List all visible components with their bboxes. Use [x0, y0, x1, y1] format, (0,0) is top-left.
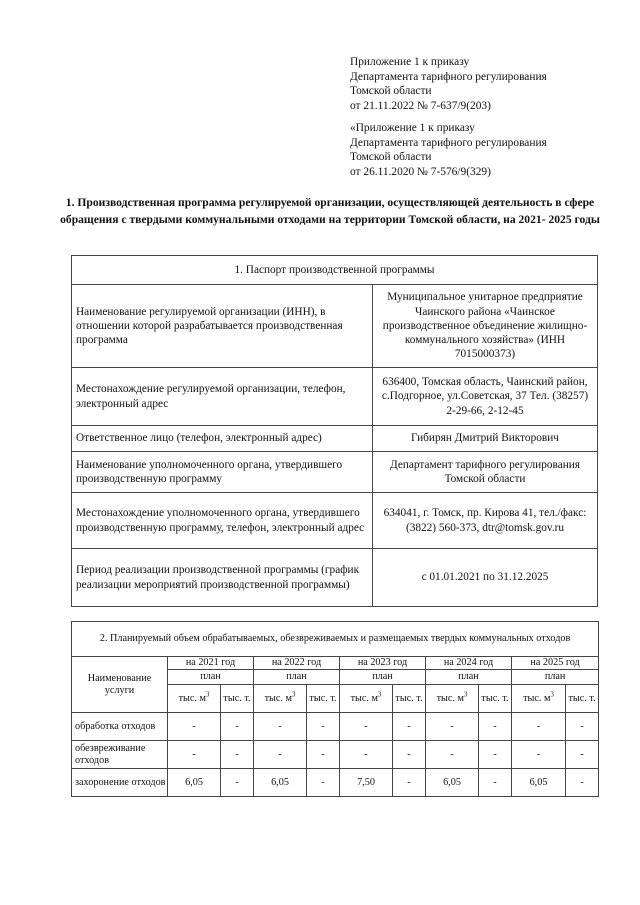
unit-label: тыс. м [436, 692, 464, 704]
unit-t-header: тыс. т. [566, 685, 599, 713]
unit-superscript: 3 [205, 690, 210, 699]
unit-t-header: тыс. т. [479, 685, 512, 713]
unit-label: тыс. м [523, 692, 551, 704]
unit-t-header: тыс. т. [221, 685, 254, 713]
table-row [72, 741, 599, 769]
passport-value: Департамент тарифного регулирования Томской области [373, 452, 598, 493]
value-cell: 6,05 [254, 769, 307, 797]
value-cell: - [426, 713, 479, 741]
appendix-line: «Приложение 1 к приказу [350, 122, 475, 134]
value-cell: - [221, 769, 254, 797]
table-row [72, 769, 599, 797]
passport-label: Ответственное лицо (телефон, электронный адрес) [72, 426, 373, 452]
year-header: на 2021 год [168, 657, 254, 670]
passport-label: Наименование уполномоченного органа, утвердившего производственную программу [72, 452, 373, 493]
passport-label: Наименование регулируемой организации (ИНН), в отношении которой разрабатывается производственная программа [72, 285, 373, 368]
unit-label: тыс. м [178, 692, 206, 704]
appendix-note-original [350, 121, 547, 179]
unit-m3-header [340, 685, 393, 713]
passport-value: с 01.01.2021 по 31.12.2025 [373, 549, 598, 607]
value-cell: - [307, 769, 340, 797]
value-cell: - [168, 741, 221, 769]
unit-superscript: 3 [291, 690, 296, 699]
value-cell: - [221, 713, 254, 741]
value-cell: - [566, 769, 599, 797]
unit-superscript: 3 [550, 690, 554, 699]
passport-label: Местонахождение уполномоченного органа, утвердившего производственную программу, телефон, электронный адрес [72, 493, 373, 549]
value-cell: - [254, 713, 307, 741]
unit-m3-header [426, 685, 479, 713]
plan-header: план [512, 670, 599, 685]
value-cell: - [479, 741, 512, 769]
appendix-line: от 21.11.2022 № 7-637/9(203) [350, 99, 491, 112]
unit-superscript: 3 [377, 690, 382, 699]
volume-title: 2. Планируемый объем обрабатываемых, обезвреживаемых и размещаемых твердых коммунальных отходов [72, 622, 599, 657]
value-cell: - [566, 741, 599, 769]
plan-header: план [426, 670, 512, 685]
value-cell: - [254, 741, 307, 769]
value-cell: - [221, 741, 254, 769]
table-row [72, 713, 599, 741]
value-cell: - [566, 713, 599, 741]
value-cell: - [512, 713, 566, 741]
plan-header: план [254, 670, 340, 685]
unit-label: тыс. м [264, 692, 292, 704]
value-cell: - [479, 713, 512, 741]
value-cell: - [426, 741, 479, 769]
appendix-line: Томской области [350, 85, 432, 98]
passport-value: 634041, г. Томск, пр. Кирова 41, тел./факс: (3822) 560-373, dtr@tomsk.gov.ru [373, 493, 598, 549]
passport-value: Гибирян Дмитрий Викторович [373, 426, 598, 452]
unit-label: тыс. м [350, 692, 378, 704]
passport-table [71, 255, 598, 607]
appendix-line: от 26.11.2020 № 7-576/9(329) [350, 165, 491, 178]
value-cell: - [307, 713, 340, 741]
unit-t-header: тыс. т. [307, 685, 340, 713]
unit-m3-header [512, 685, 566, 713]
value-cell: - [307, 741, 340, 769]
value-cell: - [340, 713, 393, 741]
value-cell: - [393, 713, 426, 741]
unit-m3-header [254, 685, 307, 713]
document-heading: 1. Производственная программа регулируемой организации, осуществляющей деятельность в сфере обращения с твердыми коммунальными отходами на территории Томской области, на 2021- 2025 годы [60, 196, 600, 226]
appendix-line: Департамента тарифного регулирования [350, 136, 547, 149]
value-cell: - [393, 741, 426, 769]
passport-title: 1. Паспорт производственной программы [72, 256, 598, 285]
appendix-line: Томской области [350, 151, 432, 164]
value-cell: 6,05 [512, 769, 566, 797]
value-cell: - [479, 769, 512, 797]
year-header: на 2022 год [254, 657, 340, 670]
unit-m3-header [168, 685, 221, 713]
service-name: захоронение отходов [72, 769, 168, 797]
value-cell: 6,05 [168, 769, 221, 797]
unit-t-header: тыс. т. [393, 685, 426, 713]
service-name: обезвреживание отходов [72, 741, 168, 769]
passport-label: Местонахождение регулируемой организации, телефон, электронный адрес [72, 368, 373, 426]
plan-header: план [168, 670, 254, 685]
value-cell: 6,05 [426, 769, 479, 797]
value-cell: - [393, 769, 426, 797]
plan-header: план [340, 670, 426, 685]
value-cell: 7,50 [340, 769, 393, 797]
appendix-line: Приложение 1 к приказу [350, 56, 470, 68]
passport-label: Период реализации производственной программы (график реализации мероприятий производственной программы) [72, 549, 373, 607]
year-header: на 2023 год [340, 657, 426, 670]
passport-value: Муниципальное унитарное предприятие Чаинского района «Чаинское производственное объединение жилищно-коммунального хозяйства» (ИНН 7015000373) [373, 285, 598, 368]
appendix-note-current [350, 55, 547, 113]
value-cell: - [340, 741, 393, 769]
service-name: обработка отходов [72, 713, 168, 741]
value-cell: - [512, 741, 566, 769]
unit-superscript: 3 [463, 690, 468, 699]
passport-value: 636400, Томская область, Чаинский район, с.Подгорное, ул.Советская, 37 Тел. (38257) 2-29-66, 2-12-45 [373, 368, 598, 426]
value-cell: - [168, 713, 221, 741]
appendix-line: Департамента тарифного регулирования [350, 70, 547, 83]
service-header: Наименование услуги [72, 657, 168, 713]
year-header: на 2025 год [512, 657, 599, 670]
year-header: на 2024 год [426, 657, 512, 670]
volume-table [71, 621, 599, 797]
